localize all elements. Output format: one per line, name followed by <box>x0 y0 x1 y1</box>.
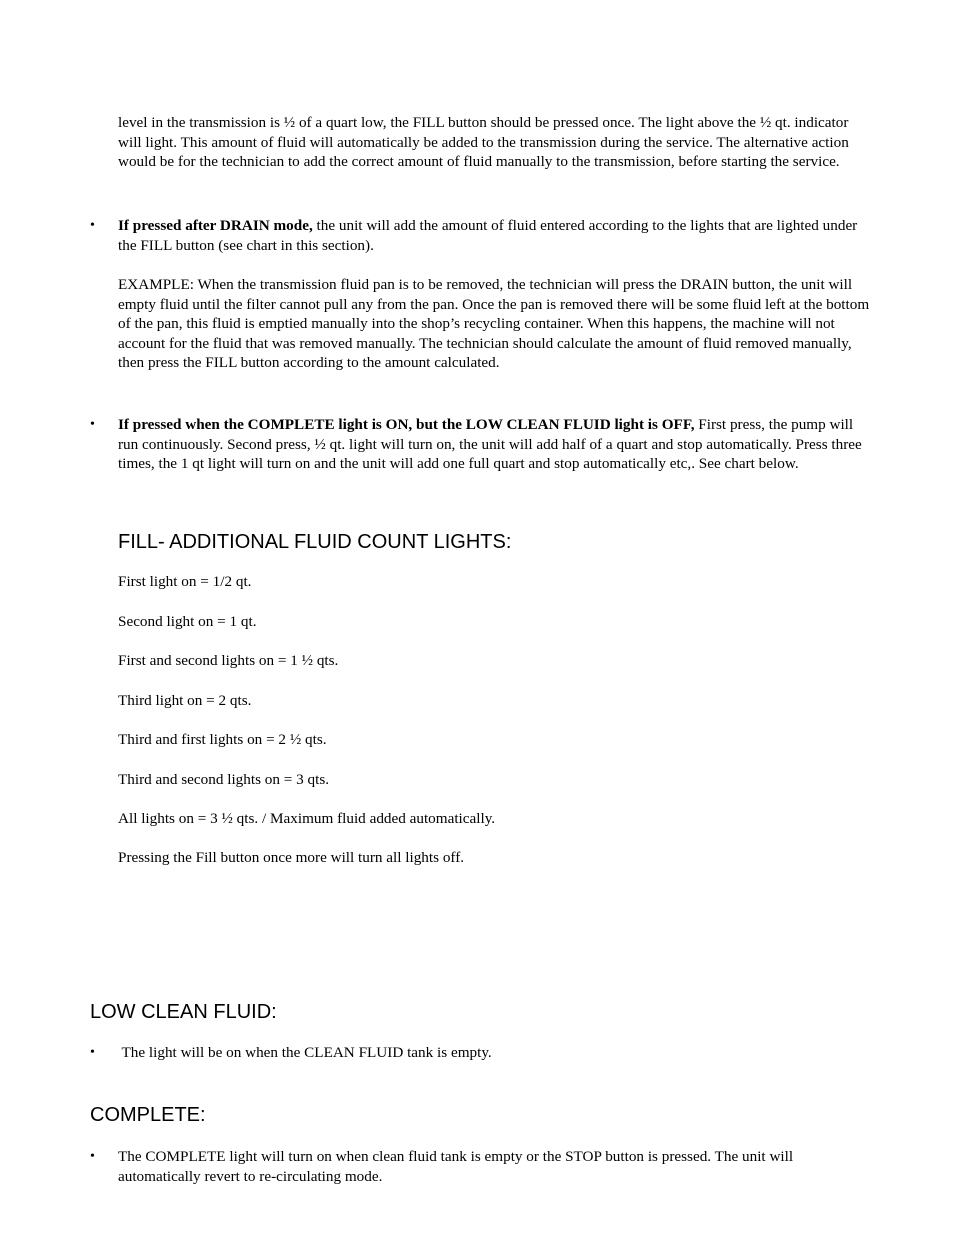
bullet-marker: • <box>90 1045 95 1060</box>
fill-chart-line: Third and first lights on = 2 ½ qts. <box>118 731 327 748</box>
low-clean-fluid-heading: LOW CLEAN FLUID: <box>90 1001 277 1023</box>
fill-chart-line: Third light on = 2 qts. <box>118 692 252 709</box>
example-paragraph: EXAMPLE: When the transmission fluid pan is to be removed, the technician will press the DRAIN button, the unit will empty fluid until the filter cannot pull any from the pan. Once the pan is removed there will be some fluid left at the bottom of the pan, this fluid is emptied manually into the shop’s recycling container. When this happens, the machine will not account for the fluid that was removed manually. The technician should calculate the amount of fluid removed manually, then press the FILL button according to the amount calculated. <box>118 276 870 372</box>
low-clean-fluid-text: The light will be on when the CLEAN FLUID tank is empty. <box>118 1044 492 1061</box>
bullet-drain-mode-lead: If pressed after DRAIN mode, <box>118 217 313 234</box>
fill-chart-line: Pressing the Fill button once more will turn all lights off. <box>118 849 465 866</box>
bullet-complete-on <box>118 415 870 474</box>
fill-chart-line: All lights on = 3 ½ qts. / Maximum fluid added automatically. <box>118 810 496 827</box>
bullet-marker: • <box>90 417 95 432</box>
complete-text: The COMPLETE light will turn on when clean fluid tank is empty or the STOP button is pressed. The unit will automatically revert to re-circulating mode. <box>118 1148 794 1185</box>
bullet-marker: • <box>90 1149 95 1164</box>
bullet-marker: • <box>90 218 95 233</box>
bullet-complete-on-text: First press, the pump will run continuously. Second press, ½ qt. light will turn on, the unit will add half of a quart and stop automatically. Press three times, the 1 qt light will turn on and the unit will add one full quart and stop automatically etc,. See chart below. <box>118 416 862 473</box>
fill-chart-line: Third and second lights on = 3 qts. <box>118 771 330 788</box>
fill-chart-heading: FILL- ADDITIONAL FLUID COUNT LIGHTS: <box>118 531 512 553</box>
fill-chart-line: Second light on = 1 qt. <box>118 613 257 630</box>
intro-paragraph: level in the transmission is ½ of a quart low, the FILL button should be pressed once. The light above the ½ qt. indicator will light. This amount of fluid will automatically be added to the transmission during the service. The alternative action would be for the technician to add the correct amount of fluid manually to the transmission, before starting the service. <box>118 114 849 171</box>
fill-chart-line: First and second lights on = 1 ½ qts. <box>118 652 339 669</box>
bullet-drain-mode <box>118 216 870 255</box>
fill-chart-line: First light on = 1/2 qt. <box>118 573 252 590</box>
complete-heading: COMPLETE: <box>90 1104 206 1126</box>
bullet-complete-on-lead: If pressed when the COMPLETE light is ON, but the LOW CLEAN FLUID light is OFF, <box>118 416 695 433</box>
bullet-drain-mode-text: the unit will add the amount of fluid entered according to the lights that are lighted under the FILL button (see chart in this section). <box>118 217 858 254</box>
